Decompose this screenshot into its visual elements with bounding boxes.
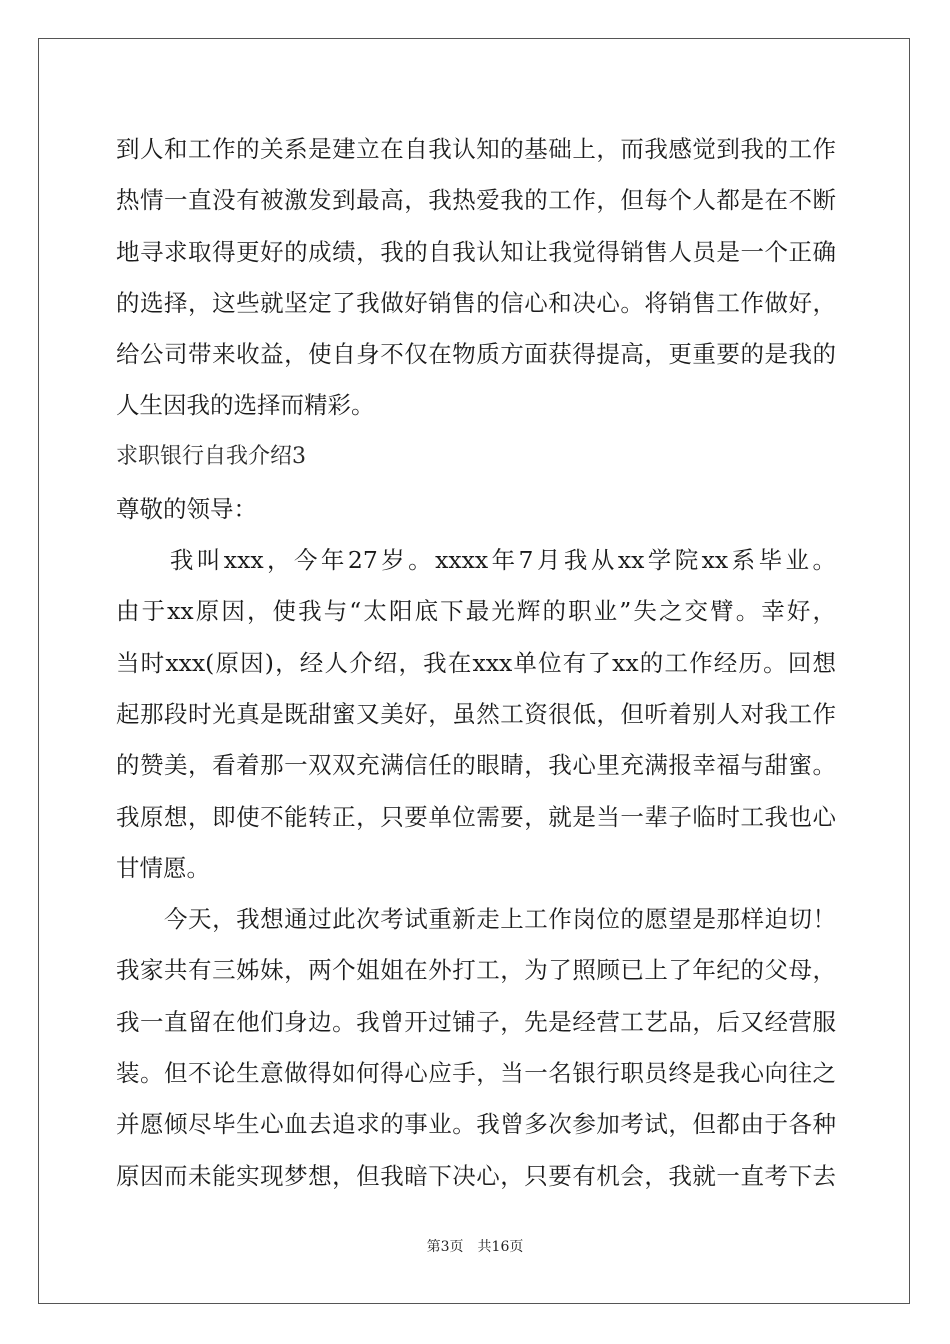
text-line: 我一直留在他们身边。我曾开过铺子，先是经营工艺品，后又经营服 [116, 1007, 836, 1036]
text-line: 我家共有三姊妹，两个姐姐在外打工，为了照顾已上了年纪的父母， [116, 956, 836, 985]
text-line: 我原想，即使不能转正，只要单位需要，就是当一辈子临时工我也心 [116, 802, 836, 831]
text-line: 并愿倾尽毕生心血去追求的事业。我曾多次参加考试，但都由于各种 [116, 1110, 836, 1139]
text-line: 地寻求取得更好的成绩，我的自我认知让我觉得销售人员是一个正确 [116, 237, 836, 266]
document-body [116, 130, 836, 1208]
text-line: 热情一直没有被激发到最高，我热爱我的工作，但每个人都是在不断 [116, 186, 836, 215]
text-line: 原因而未能实现梦想，但我暗下决心，只要有机会，我就一直考下去 [116, 1161, 836, 1190]
text-line: 当时xxx(原因)，经人介绍，我在xxx单位有了xx的工作经历。回想 [116, 648, 836, 677]
text-line: 起那段时光真是既甜蜜又美好，虽然工资很低，但听着别人对我工作 [116, 699, 836, 728]
text-line: 由于xx原因，使我与“太阳底下最光辉的职业”失之交臂。幸好， [116, 597, 836, 626]
text-line: 今天，我想通过此次考试重新走上工作岗位的愿望是那样迫切！ [116, 905, 836, 934]
text-line: 人生因我的选择而精彩。 [116, 391, 375, 420]
text-line: 装。但不论生意做得如何得心应手，当一名银行职员终是我心向往之 [116, 1059, 836, 1088]
text-line: 我叫xxx，今年27岁。xxxx年7月我从xx学院xx系毕业。 [116, 546, 836, 575]
text-line: 甘情愿。 [116, 853, 210, 882]
page-number-footer: 第3页 共16页 [426, 1239, 524, 1255]
salutation: 尊敬的领导： [116, 494, 257, 523]
text-line: 的赞美，看着那一双双充满信任的眼睛，我心里充满报幸福与甜蜜。 [116, 751, 836, 780]
text-line: 给公司带来收益，使自身不仅在物质方面获得提高，更重要的是我的 [116, 340, 836, 369]
text-line: 的选择，这些就坚定了我做好销售的信心和决心。将销售工作做好， [116, 288, 836, 317]
section-title: 求职银行自我介绍3 [116, 443, 306, 469]
text-line: 到人和工作的关系是建立在自我认知的基础上，而我感觉到我的工作 [116, 135, 836, 163]
